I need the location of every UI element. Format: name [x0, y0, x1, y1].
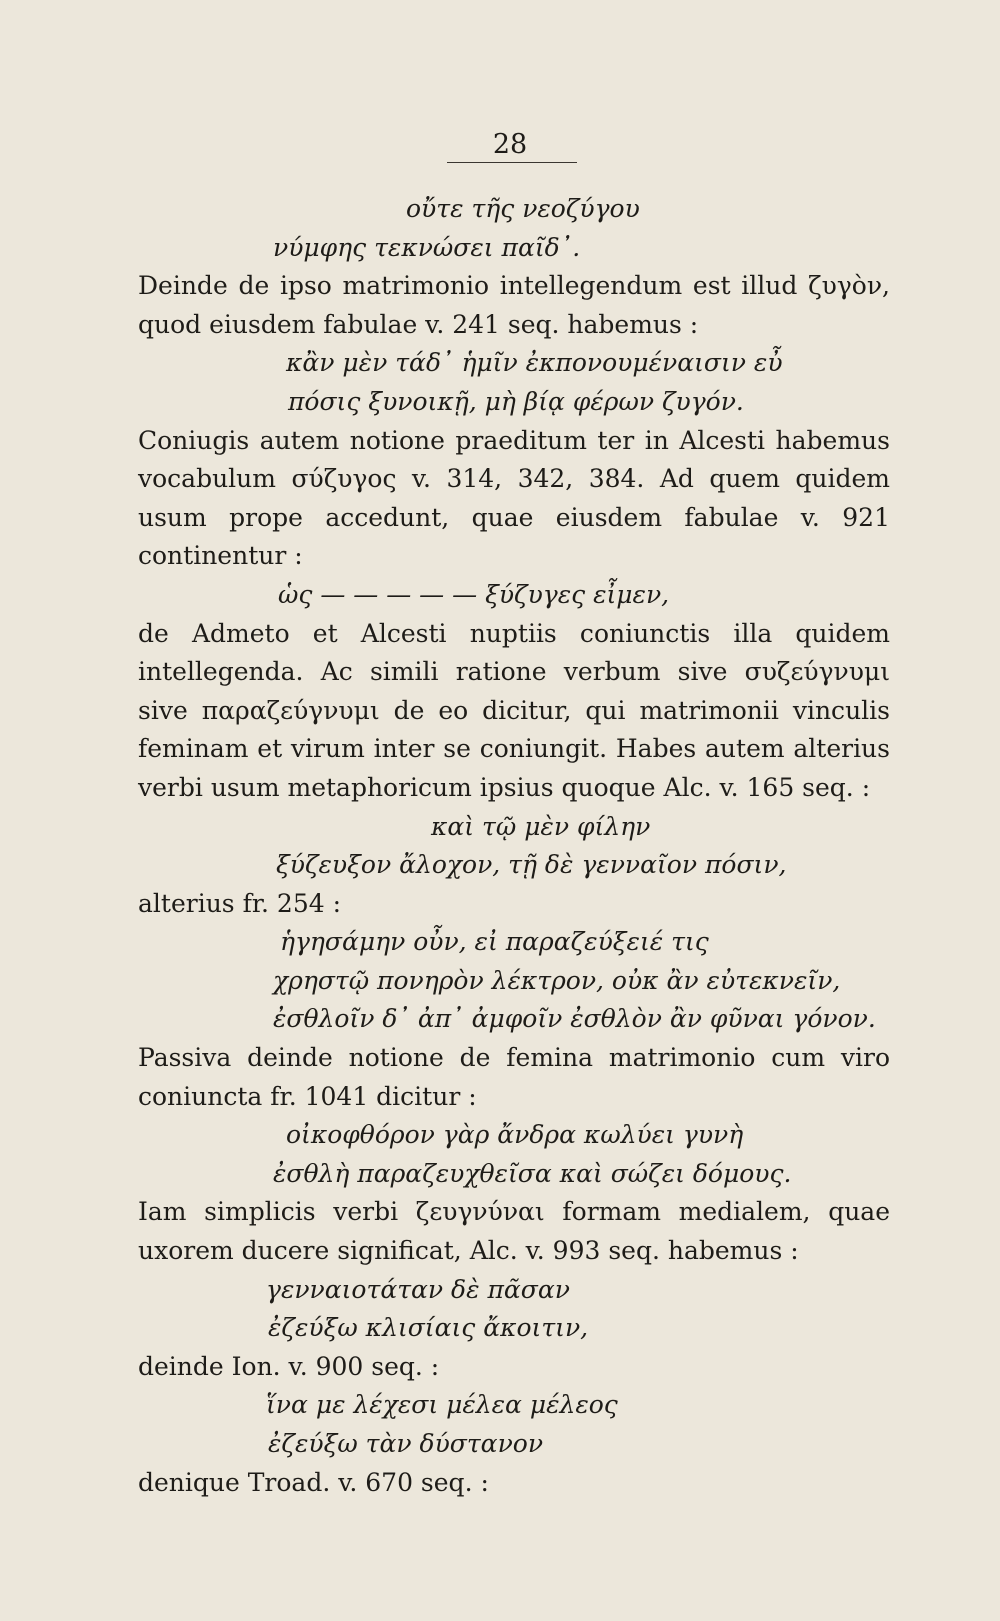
verse-line: καὶ τῷ μὲν φίλην — [431, 811, 651, 841]
paragraph: alterius fr. 254 : — [138, 888, 342, 918]
verse-line: νύμφης τεκνώσει παῖδ᾽. — [273, 232, 581, 262]
verse-line: πόσις ξυνοικῇ, μὴ βίᾳ φέρων ζυγόν. — [288, 386, 744, 416]
header-rule — [447, 162, 577, 163]
verse-line: ἐσθλοῖν δ᾽ ἀπ᾽ ἀμφοῖν ἐσθλὸν ἂν φῦναι γόνον. — [273, 1004, 876, 1034]
verse-line: ἵνα με λέχεσι μέλεα μέλεος — [266, 1390, 618, 1420]
verse-line: ἡγησάμην οὖν, εἰ παραζεύξειέ τις — [280, 927, 709, 957]
verse-line: ἐζεύξω τὰν δύστανον — [268, 1429, 544, 1458]
paragraph: Passiva deinde notione de femina matrimonio cum viro coniuncta fr. 1041 dicitur : — [138, 1043, 890, 1111]
verse-line: γενναιοτάταν δὲ πᾶσαν — [266, 1274, 570, 1304]
verse-line: χρηστῷ πονηρὸν λέκτρον, οὐκ ἂν εὐτεκνεῖν, — [273, 965, 841, 995]
paragraph: deinde Ion. v. 900 seq. : — [138, 1351, 440, 1381]
verse-line: κἂν μὲν τάδ᾽ ἡμῖν ἐκπονουμέναισιν εὖ — [286, 348, 783, 378]
verse-line: ξύζευξον ἄλοχον, τῇ δὲ γενναῖον πόσιν, — [276, 850, 787, 880]
paragraph: Deinde de ipso matrimonio intellegendum est illud ζυγὸν, quod eiusdem fabulae v. 241 seq. habemus : — [138, 271, 890, 339]
paragraph: denique Troad. v. 670 seq. : — [138, 1467, 489, 1497]
paragraph: Coniugis autem notione praeditum ter in Alcesti habemus vocabulum σύζυγος v. 314, 342, 384. Ad quem quidem usum prope accedunt, quae eiusdem fabulae v. 921 continentur : — [138, 425, 890, 571]
verse-line: οἰκοφθόρον γὰρ ἄνδρα κωλύει γυνὴ — [286, 1120, 744, 1150]
paragraph: Iam simplicis verbi ζευγνύναι formam medialem, quae uxorem ducere significat, Alc. v. 993 seq. habemus : — [138, 1197, 890, 1266]
verse-line: οὔτε τῆς νεοζύγου — [406, 194, 640, 223]
page-body — [138, 190, 890, 1502]
verse-line: ἐζεύξω κλισίαις ἄκοιτιν, — [268, 1313, 589, 1343]
paragraph: de Admeto et Alcesti nuptiis coniunctis illa quidem intellegenda. Ac simili ratione verbum sive συζεύγνυμι sive παραζεύγνυμι de eo dicitur, qui matrimonii vinculis feminam et virum inter se coniungit. Habes autem alterius verbi usum metaphoricum ipsius quoque Alc. v. 165 seq. : — [138, 618, 890, 802]
page-number: 28 — [492, 129, 528, 160]
verse-line: ἐσθλὴ παραζευχθεῖσα καὶ σώζει δόμους. — [273, 1158, 792, 1188]
verse-line: ὡς — — — — — ξύζυγες εἶμεν, — [278, 579, 670, 609]
